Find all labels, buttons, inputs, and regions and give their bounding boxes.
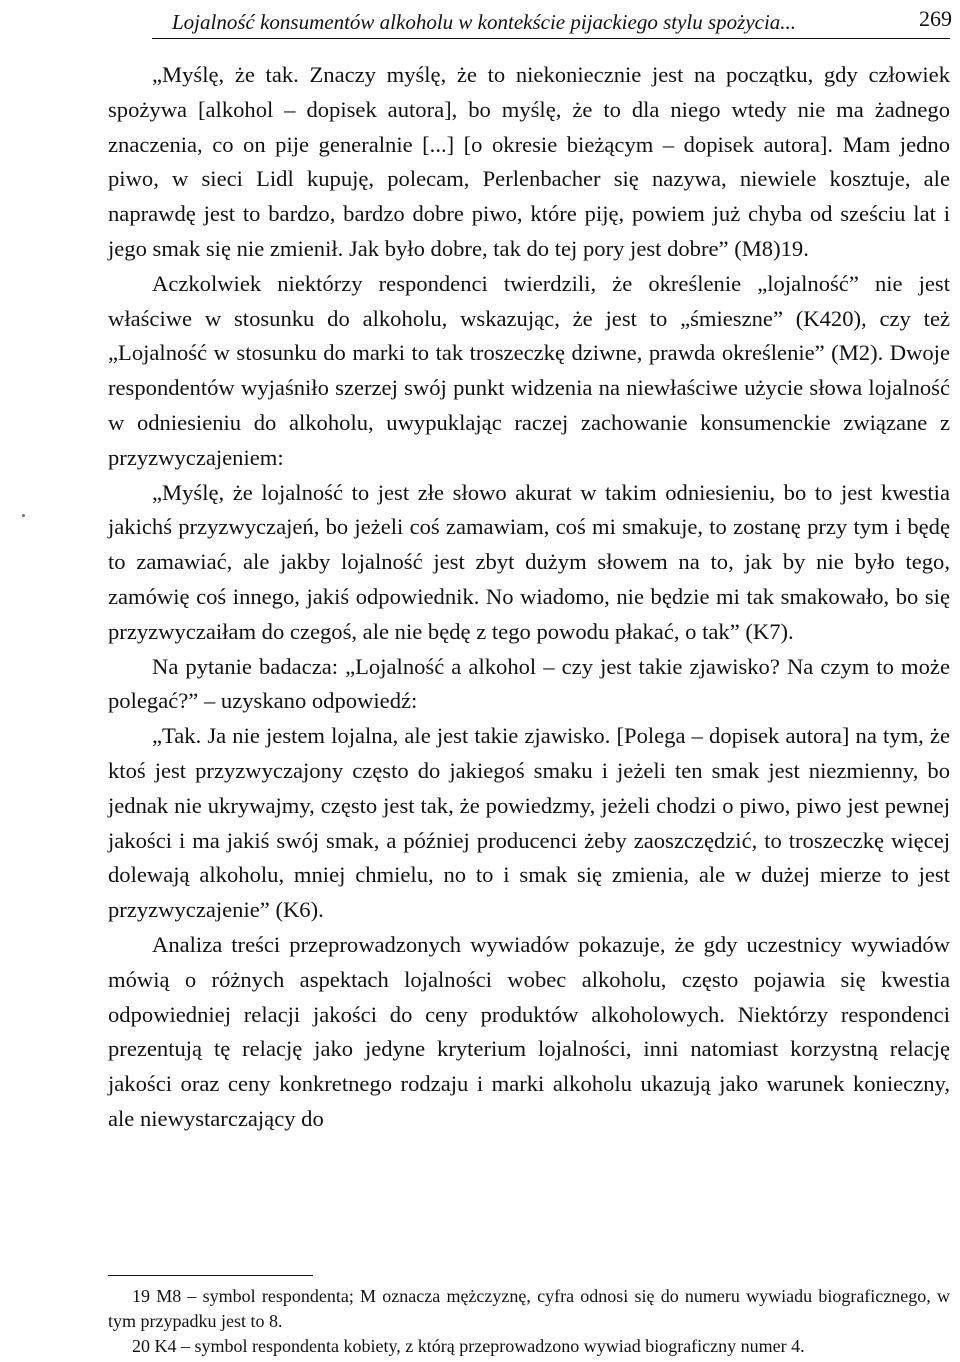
paragraph-lojalnosc-okreslenie: Aczkolwiek niektórzy respondenci twierdzili, że określenie „lojalność” nie jest właściwe w stosunku do alkoholu, wskazując, że jest to „śmieszne” (K420), czy też „Lojalność w stosunku do marki to tak troszeczkę dziwne, prawda określenie” (M2). Dwoje respondentów wyjaśniło szerzej swój punkt widzenia na niewłaściwe użycie słowa lojalność w odniesieniu do alkoholu, uwypuklając raczej zachowanie konsumenckie związane z przyzwyczajeniem: [108, 270, 950, 470]
body-text [108, 58, 950, 1137]
running-head [146, 4, 952, 38]
footnote-rule [108, 1275, 313, 1276]
quote-k7: „Myślę, że lojalność to jest złe słowo akurat w takim odniesieniu, bo to jest kwestia jakichś przyzwyczajeń, bo jeżeli coś zamawiam, coś mi smakuje, to zostanę przy tym i będę to zamawiać, ale jakby lojalność jest zbyt dużym słowem na to, jak by nie było tego, zamówię coś innego, jakiś odpowiednik. No wiadomo, nie będzie mi tak smakowało, bo się przyzwyczaiłam do czegoś, ale nie będę z tego powodu płakać, o tak” (K7). [108, 479, 950, 644]
running-title: Lojalność konsumentów alkoholu w kontekście pijackiego stylu spożycia... [172, 10, 797, 34]
footnote-19: 19 M8 – symbol respondenta; M oznacza mężczyznę, cyfra odnosi się do numeru wywiadu biograficznego, w tym przypadku jest to 8. [108, 1286, 950, 1331]
footnote-20: 20 K4 – symbol respondenta kobiety, z którą przeprowadzono wywiad biograficzny numer 4. [132, 1336, 805, 1356]
footnotes [108, 1284, 950, 1359]
quote-k6: „Tak. Ja nie jestem lojalna, ale jest takie zjawisko. [Polega – dopisek autora] na tym, że ktoś jest przyzwyczajony często do jakiegoś smaku i jeżeli ten smak jest niezmienny, bo jednak nie ukrywajmy, często jest tak, że powiedzmy, jeżeli chodzi o piwo, piwo jest pewnej jakości i ma jakiś swój smak, a później producenci żeby zaoszczędzić, to troszeczkę więcej dolewają alkoholu, mniej chmielu, no to i smak się zmienia, ale w dużej mierze to jest przyzwyczajenie” (K6). [108, 723, 950, 923]
scan-speck [22, 514, 25, 517]
paragraph-pytanie-badacza: Na pytanie badacza: „Lojalność a alkohol – czy jest takie zjawisko? Na czym to może polegać?” – uzyskano odpowiedź: [108, 653, 950, 714]
page-number: 269 [919, 6, 952, 31]
quote-m8: „Myślę, że tak. Znaczy myślę, że to niekoniecznie jest na początku, gdy człowiek spożywa [alkohol – dopisek autora], bo myślę, że to dla niego wtedy nie ma żadnego znaczenia, co on pije generalnie [...] [o okresie bieżącym – dopisek autora]. Mam jedno piwo, w sieci Lidl kupuję, polecam, Perlenbacher się nazywa, niewiele kosztuje, ale naprawdę jest to bardzo, bardzo dobre piwo, które piję, powiem już chyba od sześciu lat i jego smak się nie zmienił. Jak było dobre, tak do tej pory jest dobre” (M8)19. [108, 62, 950, 261]
header-rule [152, 38, 950, 39]
paragraph-analiza: Analiza treści przeprowadzonych wywiadów pokazuje, że gdy uczestnicy wywiadów mówią o różnych aspektach lojalności wobec alkoholu, często pojawia się kwestia odpowiedniej relacji jakości do ceny produktów alkoholowych. Niektórzy respondenci prezentują tę relację jako jedyne kryterium lojalności, inni natomiast korzystną relację jakości oraz ceny konkretnego rodzaju i marki alkoholu ukazują jako warunek konieczny, ale niewystarczający do [108, 931, 950, 1131]
